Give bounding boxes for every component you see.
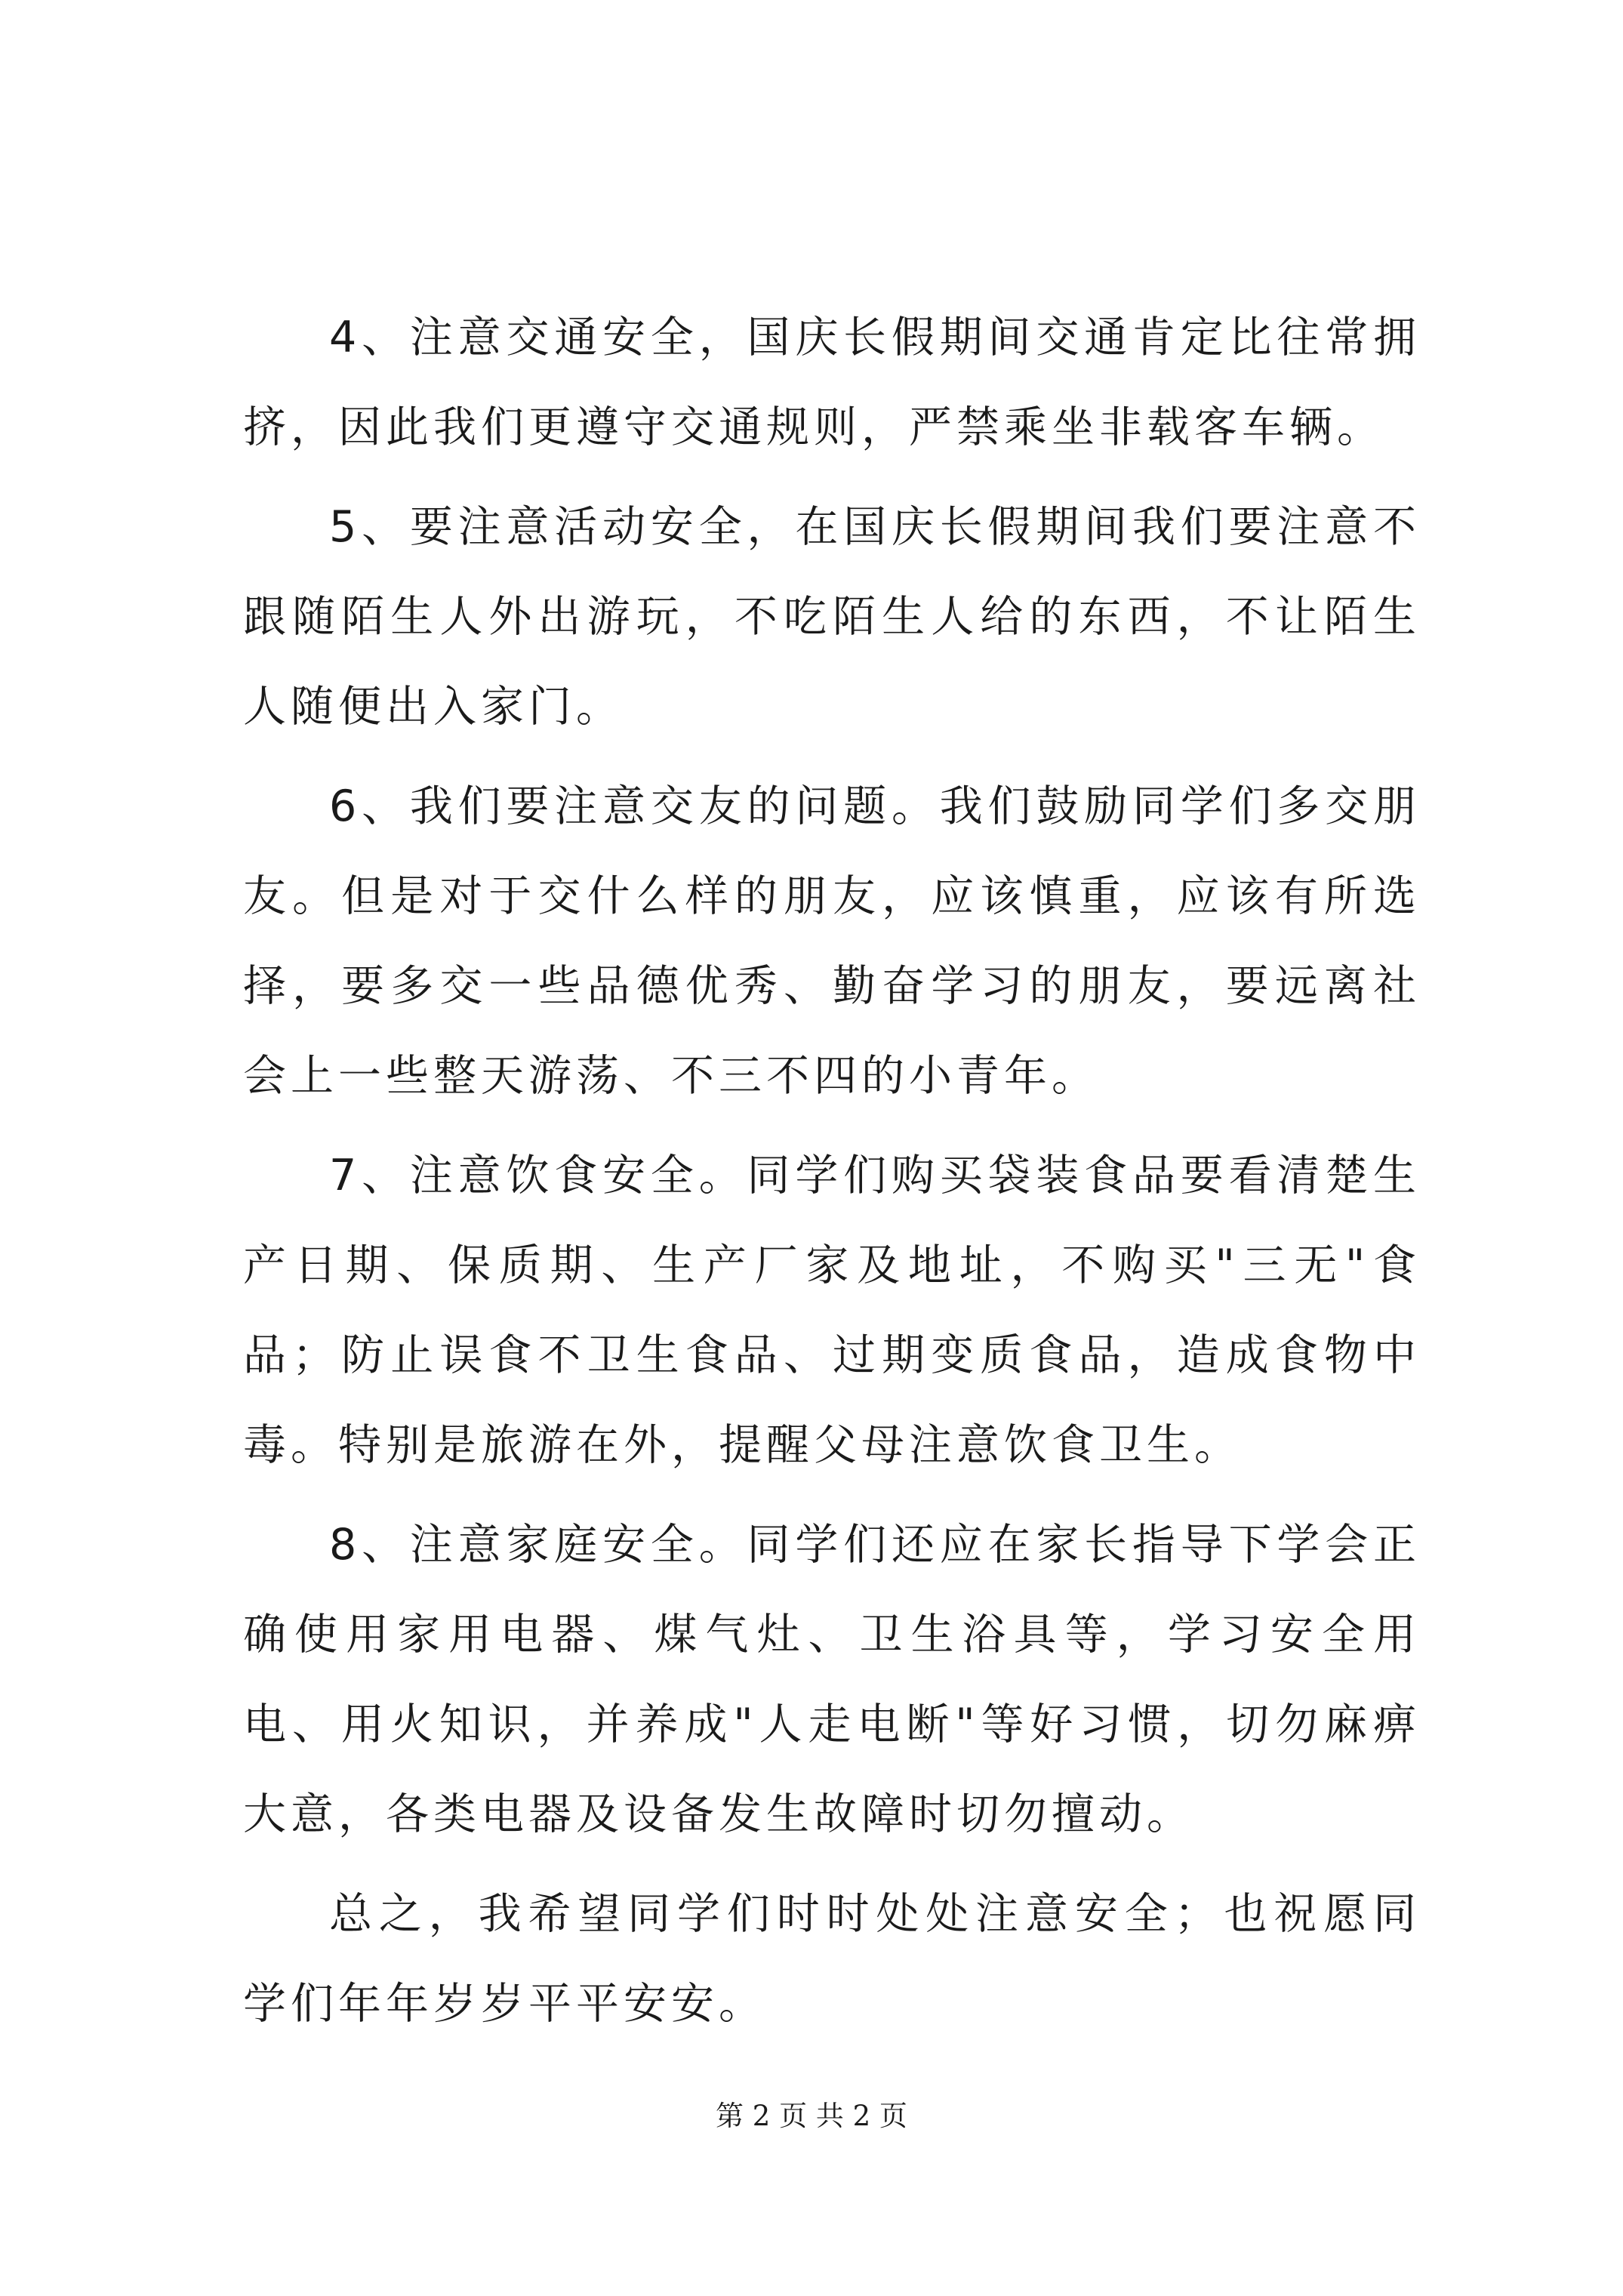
paragraph-conclusion: 总之，我希望同学们时时处处注意安全；也祝愿同学们年年岁岁平平安安。 — [243, 1889, 1421, 2029]
page-number-footer: 第 2 页 共 2 页 — [716, 2100, 907, 2132]
paragraph-home-safety: 8、注意家庭安全。同学们还应在家长指导下学会正确使用家用电器、煤气灶、卫生浴具等，学习安全用电、用火知识，并养成"人走电断"等好习惯，切勿麻痹大意，各类电器及设备发生故障时切勿擅动。 — [243, 1520, 1421, 1839]
paragraph-traffic-safety: 4、注意交通安全，国庆长假期间交通肯定比往常拥挤，因此我们更遵守交通规则，严禁乘坐非载客车辆。 — [243, 313, 1421, 452]
paragraph-food-safety: 7、注意饮食安全。同学们购买袋装食品要看清楚生产日期、保质期、生产厂家及地址，不购买"三无"食品；防止误食不卫生食品、过期变质食品，造成食物中毒。特别是旅游在外，提醒父母注意饮食卫生。 — [243, 1151, 1421, 1470]
paragraph-friendship: 6、我们要注意交友的问题。我们鼓励同学们多交朋友。但是对于交什么样的朋友，应该慎重，应该有所选择，要多交一些品德优秀、勤奋学习的朋友，要远离社会上一些整天游荡、不三不四的小青年。 — [243, 781, 1421, 1101]
document-body — [243, 293, 1421, 2059]
paragraph-activity-safety: 5、要注意活动安全，在国庆长假期间我们要注意不跟随陌生人外出游玩，不吃陌生人给的东西，不让陌生人随便出入家门。 — [243, 502, 1421, 732]
